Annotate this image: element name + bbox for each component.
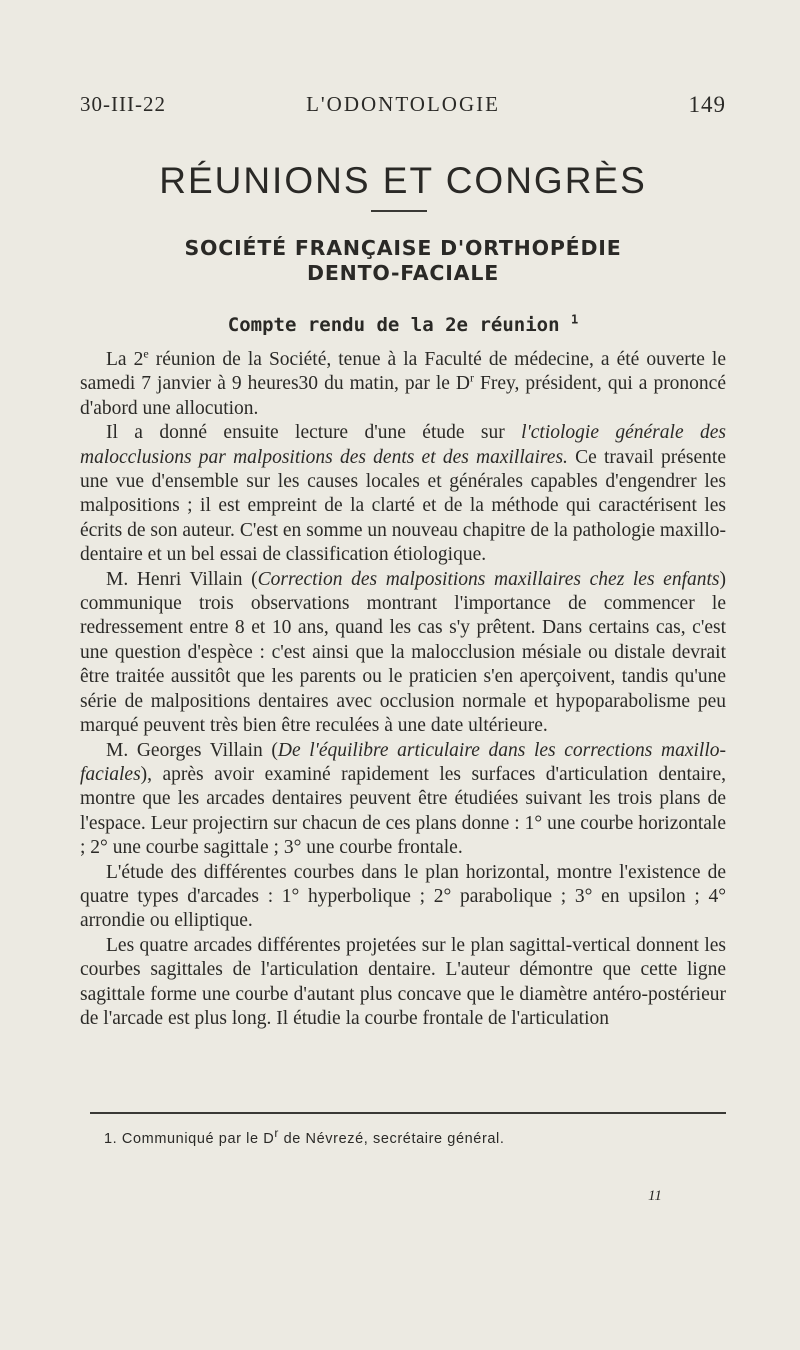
- paragraph-3: [80, 568, 726, 739]
- paragraph-5: L'étude des différentes courbes dans le plan horizontal, montre l'existence de quatre types d'arcades : 1° hyperbolique ; 2° parabolique ; 3° en upsilon ; 4° arrondie ou elliptique.: [80, 861, 726, 932]
- p3-text-a: M. Henri Villain (: [106, 568, 258, 590]
- p2-text-b: Ce travail présente une vue d'ensemble sur les causes locales et générales capables d'engendrer les malpositions ; il est empreint de la clarté et de la méthode qui caractérisent les écrits de son auteur. C'est en somme un nouveau chapitre de la pathologie maxillo-dentaire et un bel essai de classification étiologique.: [80, 446, 726, 566]
- title-divider: [371, 210, 427, 212]
- society-heading-line-1: SOCIÉTÉ FRANÇAISE D'ORTHOPÉDIE: [184, 236, 622, 260]
- footnote-divider: [90, 1112, 726, 1114]
- footnote-sup: r: [274, 1126, 279, 1141]
- report-subtitle: [80, 314, 726, 336]
- footnote: [104, 1126, 724, 1147]
- p2-text-a: Il a donné ensuite lecture d'une étude sur: [106, 422, 522, 444]
- footnote-text-b: de Névrezé, secrétaire général.: [278, 1131, 505, 1147]
- paragraph-2: [80, 421, 726, 567]
- section-title: RÉUNIONS ET CONGRÈS: [159, 160, 647, 201]
- p3-text-b: ) communique trois observations montrant l'importance de commencer le redressement entre 8 et 10 ans, quand les cas s'y prêtent. Dans certains cas, c'est une question d'espèce : c'est ainsi que la malocclusion mésiale ou distale devrait être traitée aussitôt que les parents ou le praticien s'en aperçoivent, tandis qu'une série de malpositions dentaires avec occlusion normale et hypoparabolisme peu marqué peuvent très bien être reculées à une date ultérieure.: [80, 568, 727, 737]
- footnote-reference: 1: [570, 312, 579, 327]
- p1-text-a: La 2: [106, 349, 144, 370]
- p3-italic-title: Correction des malpositions maxillaires chez les enfants: [257, 568, 720, 590]
- paragraph-1: [80, 348, 726, 421]
- p1-sup: e: [143, 346, 149, 361]
- page-number: 149: [688, 92, 726, 117]
- article-body: [80, 348, 726, 1031]
- p1-text-b: réunion de la Société, tenue à la Faculté de médecine, a été ouverte le samedi 7 janvier à 9 heures30 du matin, par le D: [80, 349, 726, 395]
- p1-text-c: Frey, président, qui a prononcé d'abord une allocution.: [80, 373, 726, 419]
- paragraph-4: [80, 739, 726, 861]
- paragraph-6: Les quatre arcades différentes projetées sur le plan sagittal-vertical donnent les courbes sagittales de l'articulation dentaire. L'auteur démontre que cette ligne sagittale forme une courbe d'autant plus concave que le diamètre antéro-postérieur de l'arcade est plus long. Il étudie la courbe frontale de l'articulation: [80, 934, 726, 1029]
- p4-text-a: M. Georges Villain (: [106, 739, 278, 761]
- report-subtitle-text: Compte rendu de la 2e réunion: [227, 314, 560, 336]
- p4-text-b: ), après avoir examiné rapidement les surfaces d'articulation dentaire, montre que les arcades dentaires peuvent être étudiées suivant les trois plans de l'espace. Leur projectirn sur chacun de ces plans donne : 1° une courbe horizontale ; 2° une courbe sagittale ; 3° une courbe frontale.: [80, 763, 726, 859]
- society-heading-line-2: DENTO-FACIALE: [307, 261, 499, 285]
- society-heading: [80, 236, 726, 286]
- running-head: [80, 92, 726, 122]
- issue-date: 30-III-22: [80, 92, 166, 116]
- p1-sup-2: r: [470, 370, 475, 385]
- p4-italic-title: De l'équilibre articulaire dans les corrections maxillo-faciales: [80, 739, 726, 785]
- journal-title: L'ODONTOLOGIE: [306, 92, 500, 116]
- p2-italic-title: l'ctiologie générale des malocclusions par malpositions des dents et des maxillaires.: [80, 422, 726, 468]
- signature-mark: 11: [648, 1188, 662, 1204]
- footnote-text-a: 1. Communiqué par le D: [104, 1131, 275, 1147]
